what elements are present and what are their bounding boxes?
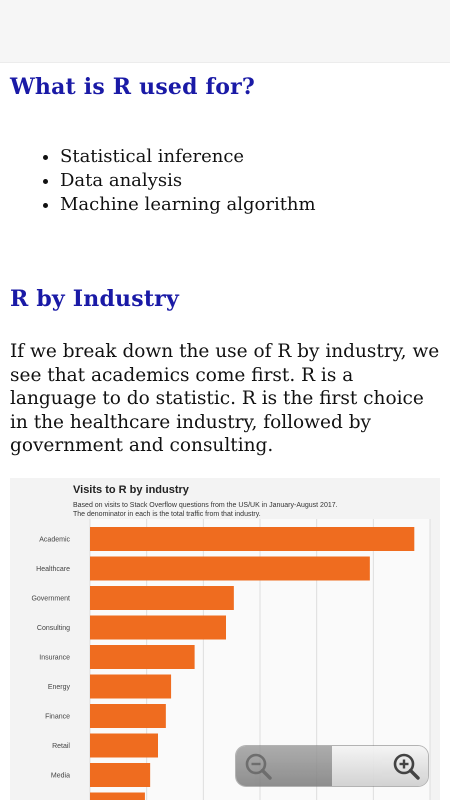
heading-r-by-industry: R by Industry: [10, 286, 179, 312]
list-item: • Data analysis: [60, 169, 316, 193]
chart-title: Visits to R by industry: [73, 484, 189, 496]
uses-list: [0, 145, 316, 217]
bar-energy: [90, 675, 171, 699]
zoom-out-icon: [244, 752, 272, 780]
bar-insurance: [90, 645, 195, 669]
bar-finance: [90, 704, 166, 728]
category-label: Academic: [39, 536, 70, 544]
zoom-control: [236, 746, 428, 786]
category-label: Media: [50, 772, 70, 780]
industry-paragraph: If we break down the use of R by industry, we see that academics come first. R is a language to do statistic. R is the first choice in the healthcare industry, followed by government and consulting.: [10, 341, 440, 456]
category-label: Healthcare: [36, 566, 70, 573]
category-label: Finance: [45, 713, 70, 721]
browser-top-bar: [0, 0, 450, 63]
bar-media: [90, 763, 150, 787]
category-label: Retail: [52, 743, 70, 750]
bar-government: [90, 586, 234, 610]
list-item: • Statistical inference: [60, 145, 316, 169]
zoom-in-button[interactable]: [332, 746, 428, 786]
zoom-in-icon: [392, 752, 420, 780]
category-label: Energy: [47, 684, 70, 691]
category-label: Insurance: [39, 654, 70, 662]
heading-what-is-r-used-for: What is R used for?: [10, 74, 255, 100]
bar-academic: [90, 527, 414, 551]
bar-consulting: [90, 616, 226, 640]
category-label: Consulting: [36, 625, 70, 632]
list-item: • Machine learning algorithm: [60, 193, 316, 217]
category-label: Government: [31, 595, 70, 603]
zoom-out-button[interactable]: [236, 746, 332, 786]
chart-subtitle-line: Based on visits to Stack Overflow questions from the US/UK in January-August 2017.: [73, 502, 338, 509]
bar-manufacturing: [90, 793, 145, 800]
chart-subtitle-line: The denominator in each is the total traffic from that industry.: [73, 511, 261, 518]
bar-retail: [90, 734, 158, 758]
bar-healthcare: [90, 557, 370, 581]
